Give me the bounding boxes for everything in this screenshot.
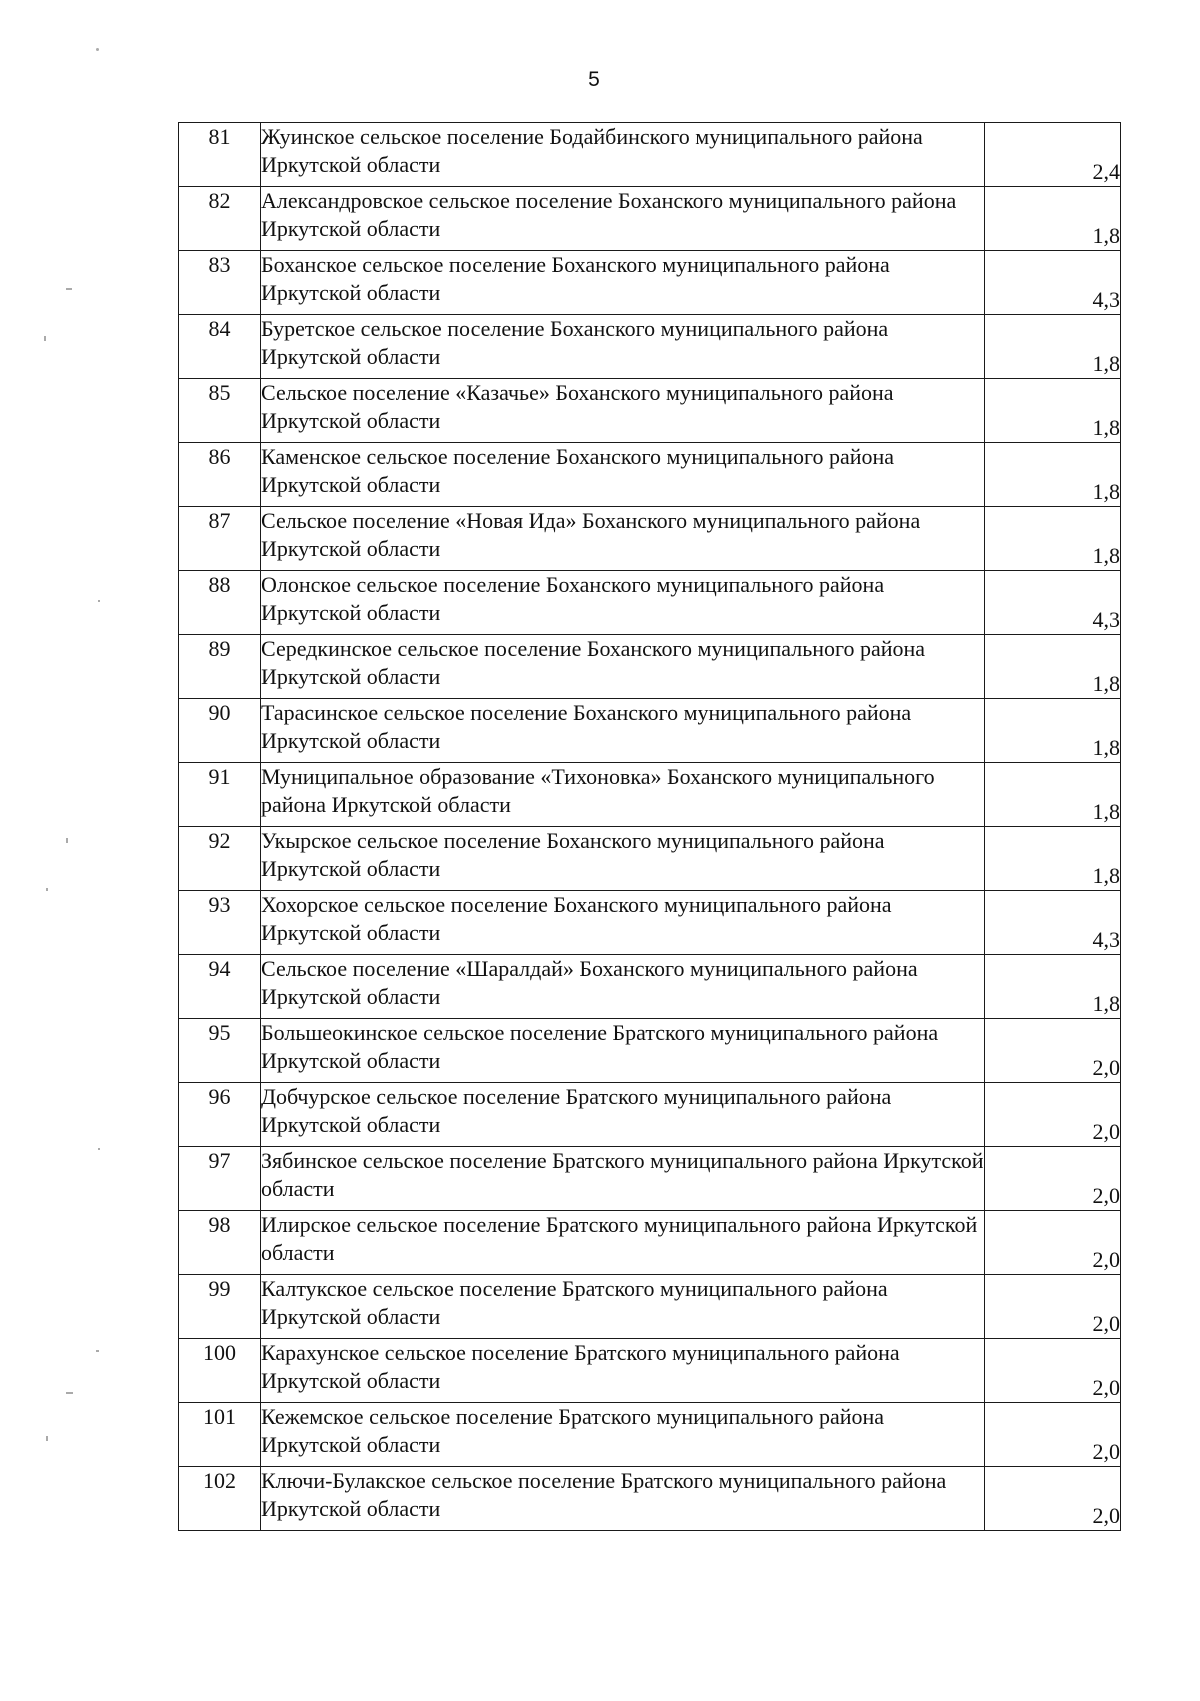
scan-mark	[66, 288, 72, 290]
row-number: 90	[179, 699, 261, 763]
settlements-table	[178, 122, 1121, 1531]
settlement-value: 4,3	[985, 571, 1121, 635]
table-row	[179, 1083, 1121, 1147]
table-row	[179, 507, 1121, 571]
scan-mark	[66, 838, 68, 843]
row-number: 86	[179, 443, 261, 507]
settlement-value: 2,0	[985, 1147, 1121, 1211]
scan-mark	[96, 1350, 99, 1352]
settlement-value: 2,0	[985, 1019, 1121, 1083]
table-row	[179, 1339, 1121, 1403]
row-number: 81	[179, 123, 261, 187]
settlement-name: Буретское сельское поселение Боханского муниципального района Иркутской области	[261, 315, 985, 379]
table-row	[179, 699, 1121, 763]
table-row	[179, 827, 1121, 891]
row-number: 87	[179, 507, 261, 571]
settlement-name: Каменское сельское поселение Боханского муниципального района Иркутской области	[261, 443, 985, 507]
settlement-name: Середкинское сельское поселение Боханского муниципального района Иркутской области	[261, 635, 985, 699]
row-number: 98	[179, 1211, 261, 1275]
table-row	[179, 379, 1121, 443]
settlement-value: 2,0	[985, 1275, 1121, 1339]
row-number: 97	[179, 1147, 261, 1211]
settlement-value: 1,8	[985, 699, 1121, 763]
settlement-name: Кежемское сельское поселение Братского муниципального района Иркутской области	[261, 1403, 985, 1467]
table-body	[179, 123, 1121, 1531]
table-row	[179, 187, 1121, 251]
settlement-name: Боханское сельское поселение Боханского муниципального района Иркутской области	[261, 251, 985, 315]
settlement-name: Илирское сельское поселение Братского муниципального района Иркутской области	[261, 1211, 985, 1275]
settlement-value: 1,8	[985, 443, 1121, 507]
settlement-value: 1,8	[985, 315, 1121, 379]
settlement-value: 2,0	[985, 1467, 1121, 1531]
table-row	[179, 1019, 1121, 1083]
table-row	[179, 443, 1121, 507]
settlement-value: 2,0	[985, 1211, 1121, 1275]
table-row	[179, 1211, 1121, 1275]
settlement-name: Тарасинское сельское поселение Боханского муниципального района Иркутской области	[261, 699, 985, 763]
settlement-value: 4,3	[985, 891, 1121, 955]
settlement-name: Зябинское сельское поселение Братского муниципального района Иркутской области	[261, 1147, 985, 1211]
settlement-name: Сельское поселение «Казачье» Боханского муниципального района Иркутской области	[261, 379, 985, 443]
row-number: 92	[179, 827, 261, 891]
settlement-value: 1,8	[985, 635, 1121, 699]
scan-mark	[66, 1392, 73, 1394]
table-row	[179, 571, 1121, 635]
settlement-name: Калтукское сельское поселение Братского муниципального района Иркутской области	[261, 1275, 985, 1339]
row-number: 88	[179, 571, 261, 635]
settlement-name: Александровское сельское поселение Боханского муниципального района Иркутской области	[261, 187, 985, 251]
row-number: 94	[179, 955, 261, 1019]
row-number: 101	[179, 1403, 261, 1467]
row-number: 84	[179, 315, 261, 379]
settlement-value: 1,8	[985, 955, 1121, 1019]
settlement-name: Сельское поселение «Шаралдай» Боханского муниципального района Иркутской области	[261, 955, 985, 1019]
settlement-value: 1,8	[985, 187, 1121, 251]
settlement-name: Ключи-Булакское сельское поселение Братского муниципального района Иркутской области	[261, 1467, 985, 1531]
scan-mark	[96, 48, 99, 51]
page-number: 5	[588, 68, 600, 91]
settlement-value: 2,0	[985, 1339, 1121, 1403]
row-number: 96	[179, 1083, 261, 1147]
row-number: 89	[179, 635, 261, 699]
table-row	[179, 1275, 1121, 1339]
table-row	[179, 123, 1121, 187]
settlement-name: Жуинское сельское поселение Бодайбинского муниципального района Иркутской области	[261, 123, 985, 187]
settlement-value: 2,4	[985, 123, 1121, 187]
settlement-value: 1,8	[985, 763, 1121, 827]
settlement-value: 1,8	[985, 379, 1121, 443]
table-row	[179, 763, 1121, 827]
settlement-name: Добчурское сельское поселение Братского муниципального района Иркутской области	[261, 1083, 985, 1147]
row-number: 85	[179, 379, 261, 443]
table-row	[179, 891, 1121, 955]
settlement-name: Большеокинское сельское поселение Братского муниципального района Иркутской области	[261, 1019, 985, 1083]
settlement-name: Укырское сельское поселение Боханского муниципального района Иркутской области	[261, 827, 985, 891]
scan-mark	[98, 1148, 100, 1150]
row-number: 100	[179, 1339, 261, 1403]
table-row	[179, 955, 1121, 1019]
row-number: 93	[179, 891, 261, 955]
table-row	[179, 1147, 1121, 1211]
settlement-value: 1,8	[985, 827, 1121, 891]
scan-mark	[98, 600, 100, 602]
row-number: 82	[179, 187, 261, 251]
scan-mark	[46, 888, 48, 891]
settlement-name: Олонское сельское поселение Боханского муниципального района Иркутской области	[261, 571, 985, 635]
settlement-name: Муниципальное образование «Тихоновка» Боханского муниципального района Иркутской области	[261, 763, 985, 827]
row-number: 99	[179, 1275, 261, 1339]
table-row	[179, 251, 1121, 315]
settlement-name: Сельское поселение «Новая Ида» Боханского муниципального района Иркутской области	[261, 507, 985, 571]
table-row	[179, 635, 1121, 699]
scan-mark	[46, 1436, 48, 1441]
row-number: 95	[179, 1019, 261, 1083]
row-number: 91	[179, 763, 261, 827]
scan-mark	[44, 336, 46, 341]
table-row	[179, 1403, 1121, 1467]
row-number: 83	[179, 251, 261, 315]
table-row	[179, 315, 1121, 379]
settlement-value: 2,0	[985, 1083, 1121, 1147]
settlement-value: 2,0	[985, 1403, 1121, 1467]
settlement-name: Карахунское сельское поселение Братского муниципального района Иркутской области	[261, 1339, 985, 1403]
settlement-value: 1,8	[985, 507, 1121, 571]
settlement-value: 4,3	[985, 251, 1121, 315]
table-row	[179, 1467, 1121, 1531]
row-number: 102	[179, 1467, 261, 1531]
settlement-name: Хохорское сельское поселение Боханского муниципального района Иркутской области	[261, 891, 985, 955]
